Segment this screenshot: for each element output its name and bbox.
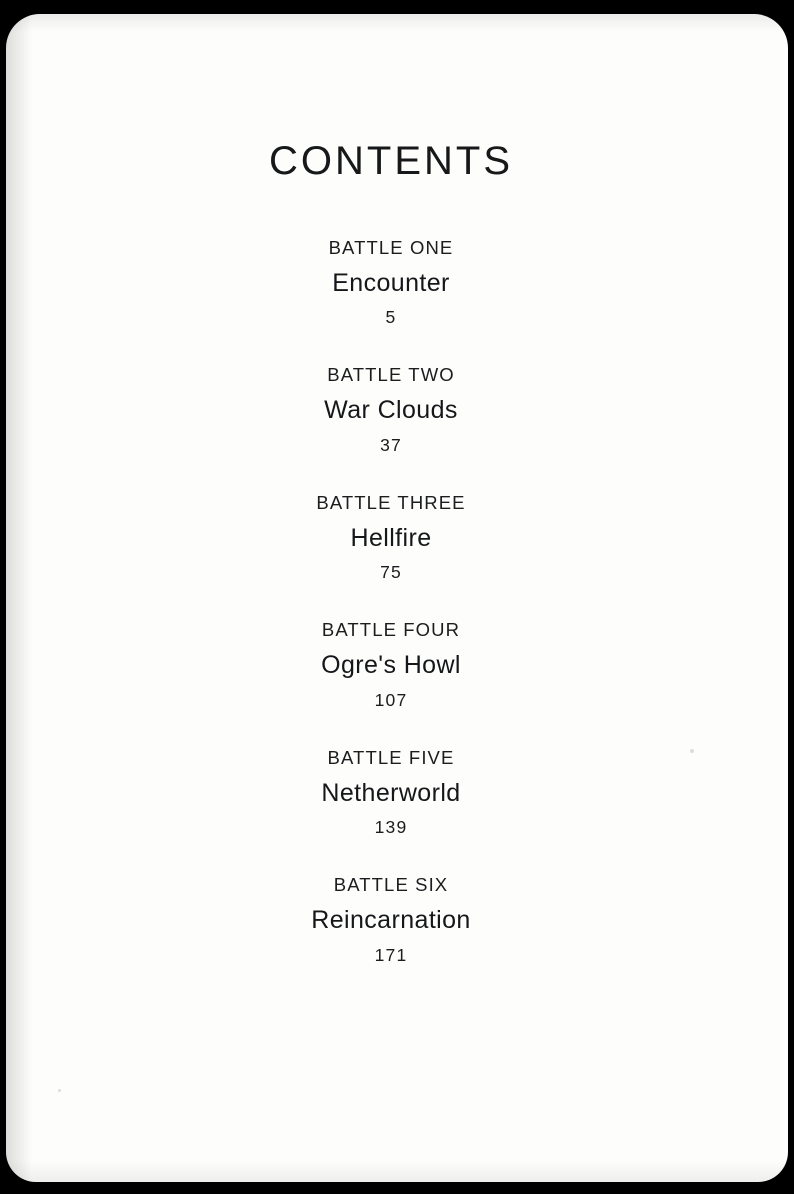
entry-number: BATTLE SIX [333,874,449,896]
entry-title: Encounter [332,268,450,297]
entry-number: BATTLE FIVE [327,746,455,768]
page-content [6,14,788,1182]
list-item [6,873,782,967]
entry-page-number: 107 [374,689,408,710]
entry-title: War Clouds [324,396,458,425]
entry-title: Reincarnation [311,906,471,935]
entry-number: BATTLE ONE [328,237,454,258]
entry-title: Hellfire [350,523,432,552]
list-item [6,491,782,585]
entry-page-number: 139 [374,817,408,838]
entry-number: BATTLE TWO [327,364,455,386]
contents-list [6,236,788,1001]
entry-title: Netherworld [321,778,461,807]
entry-title: Ogre's Howl [321,651,461,680]
page-title: CONTENTS [269,139,513,183]
entry-page-number: 37 [380,434,402,455]
list-item [6,618,782,712]
entry-number: BATTLE FOUR [321,619,461,641]
list-item [6,363,782,457]
book-page [6,14,788,1182]
entry-page-number: 171 [374,944,408,965]
entry-page-number: 5 [385,307,397,328]
list-item [6,236,782,330]
entry-number: BATTLE THREE [316,491,466,513]
list-item [6,746,782,840]
entry-page-number: 75 [380,562,402,583]
